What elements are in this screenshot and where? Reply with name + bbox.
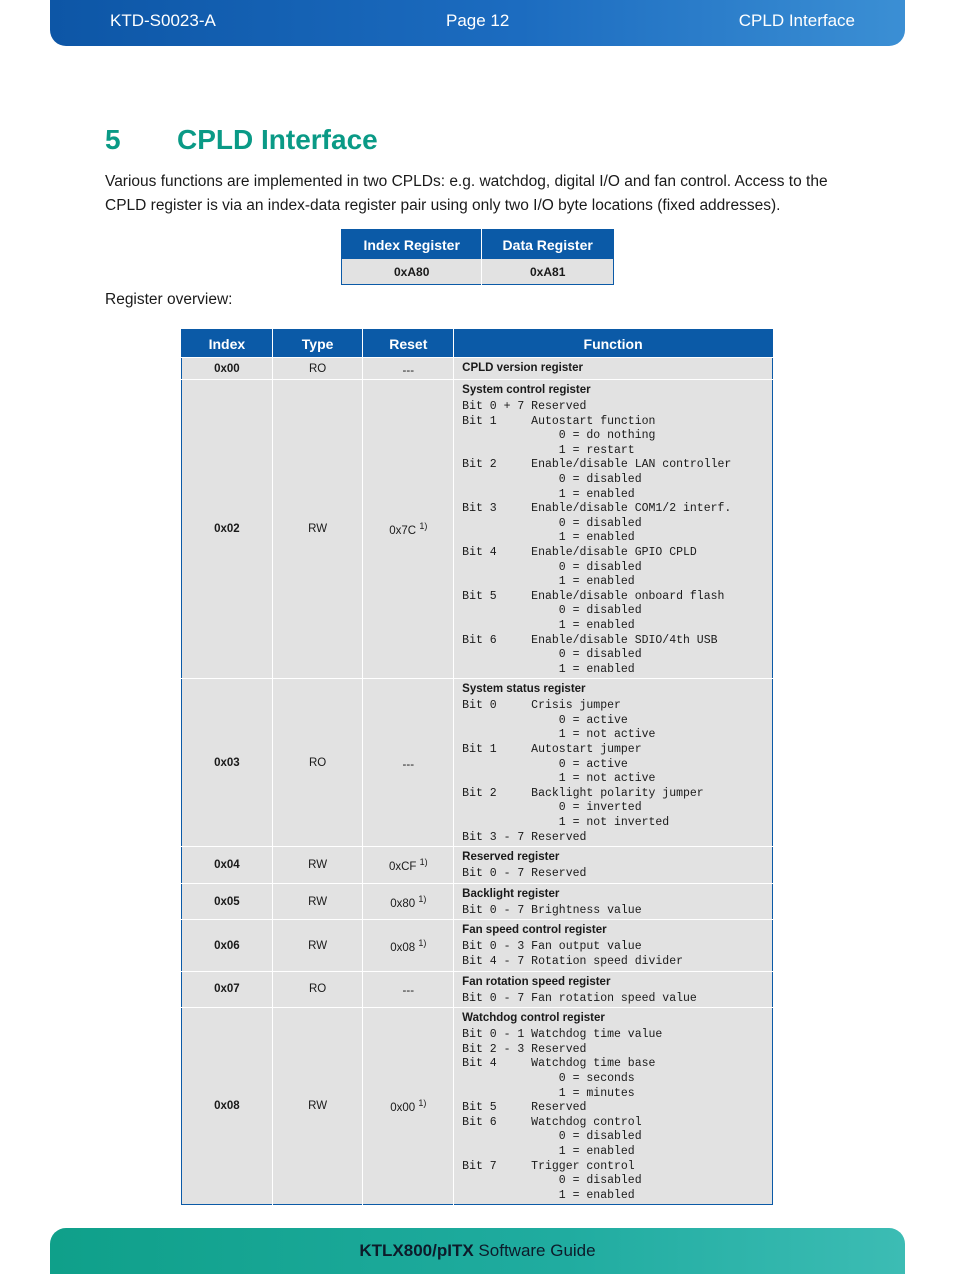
register-function (454, 847, 773, 884)
doc-id: KTD-S0023-A (110, 11, 216, 30)
reset-value: 0x08 (390, 941, 416, 954)
register-header-row (182, 330, 773, 358)
io-address-table (341, 229, 614, 285)
reset-value: 0x7C (389, 525, 417, 538)
col-index-header: Index (182, 330, 273, 358)
overview-label: Register overview: (105, 291, 233, 308)
page-number: Page 12 (446, 11, 510, 30)
register-reset (363, 847, 454, 884)
register-reset (363, 971, 454, 1008)
register-function-title: System control register (462, 384, 591, 396)
reset-footnote: 1) (418, 937, 427, 948)
register-reset (363, 1008, 454, 1205)
register-bit-description: Bit 0 - 7 Fan rotation speed value (462, 991, 697, 1005)
section-title (105, 124, 378, 156)
register-function-title: Reserved register (462, 851, 560, 864)
register-index: 0x04 (182, 847, 273, 884)
section-number: 5 (105, 124, 121, 155)
col-reset-header: Reset (363, 330, 454, 358)
register-reset (363, 920, 454, 971)
register-index: 0x05 (182, 883, 273, 920)
register-function (454, 971, 773, 1008)
register-bit-description: Bit 0 + 7 Reserved Bit 1 Autostart function 0 = do nothing 1 = restart Bit 2 Enable/disable LAN controller 0 = disabled 1 = enabled Bit 3 Enable/disable COM1/2 interf. 0 = disabled 1 = enabled Bit 4 Enable/disable GPIO CPLD 0 = disabled 1 = enabled Bit 5 Enable/disable onboard flash 0 = disabled 1 = enabled Bit 6 Enable/disable SDIO/4th USB 0 = disabled 1 = enabled (462, 400, 732, 676)
register-function-title: Backlight register (462, 887, 560, 900)
section-title-text: CPLD Interface (177, 124, 378, 155)
col-function-header: Function (454, 330, 773, 358)
register-function-title: Fan rotation speed register (462, 975, 611, 988)
footer-guide: Software Guide (478, 1241, 596, 1260)
register-reset (363, 380, 454, 679)
reset-value: --- (402, 758, 415, 771)
register-bit-description: Bit 0 - 1 Watchdog time value Bit 2 - 3 Reserved Bit 4 Watchdog time base 0 = seconds 1 = minutes Bit 5 Reserved Bit 6 Watchdog control 0 = disabled 1 = enabled Bit 7 Trigger control 0 = disabled 1 = enabled (462, 1028, 663, 1202)
register-type: RW (272, 883, 363, 920)
register-row (182, 920, 773, 971)
register-function (454, 380, 773, 679)
intro-paragraph: Various functions are implemented in two CPLDs: e.g. watchdog, digital I/O and fan control. Access to the CPLD register is via an index-data register pair using only two I/O byte locations (fixed addresses). (105, 173, 828, 214)
reset-value: 0x80 (390, 897, 416, 910)
io-value-data: 0xA81 (482, 259, 614, 285)
register-type: RO (272, 971, 363, 1008)
reset-value: --- (402, 364, 415, 377)
register-function-title: Watchdog control register (462, 1012, 605, 1025)
io-table-row (342, 259, 614, 285)
register-bit-description: Bit 0 Crisis jumper 0 = active 1 = not active Bit 1 Autostart jumper 0 = active 1 = not active Bit 2 Backlight polarity jumper 0 = inverted 1 = not inverted Bit 3 - 7 Reserved (462, 699, 704, 844)
register-type: RO (272, 679, 363, 847)
register-function (454, 358, 773, 380)
io-header-index: Index Register (342, 230, 482, 260)
col-type-header: Type (272, 330, 363, 358)
register-reset (363, 679, 454, 847)
register-row (182, 1008, 773, 1205)
register-index: 0x06 (182, 920, 273, 971)
register-reset (363, 883, 454, 920)
register-reset (363, 358, 454, 380)
register-type: RW (272, 1008, 363, 1205)
register-index: 0x07 (182, 971, 273, 1008)
register-type: RW (272, 380, 363, 679)
register-row (182, 380, 773, 679)
register-row (182, 847, 773, 884)
register-row (182, 971, 773, 1008)
reset-footnote: 1) (418, 1098, 427, 1109)
reset-footnote: 1) (419, 857, 428, 868)
register-function (454, 1008, 773, 1205)
register-function-title: System status register (462, 683, 586, 696)
register-function-title: CPLD version register (462, 362, 583, 374)
register-bit-description: Bit 0 - 7 Brightness value (462, 903, 642, 917)
register-row (182, 679, 773, 847)
register-index: 0x08 (182, 1008, 273, 1205)
register-function (454, 679, 773, 847)
reset-value: --- (402, 985, 415, 998)
io-header-data: Data Register (482, 230, 614, 260)
register-index: 0x03 (182, 679, 273, 847)
io-table-header-row (342, 230, 614, 260)
register-function-title: Fan speed control register (462, 924, 607, 937)
footer-title (50, 1241, 905, 1261)
register-function (454, 920, 773, 971)
reset-value: 0x00 (390, 1102, 416, 1115)
page-footer (50, 1228, 905, 1274)
register-type: RW (272, 920, 363, 971)
register-row (182, 883, 773, 920)
register-index: 0x02 (182, 380, 273, 679)
register-bit-description: Bit 0 - 3 Fan output value Bit 4 - 7 Rotation speed divider (462, 940, 684, 968)
reset-footnote: 1) (419, 521, 428, 532)
footer-product: KTLX800/pITX (359, 1241, 474, 1260)
register-bit-description: Bit 0 - 7 Reserved (462, 867, 587, 881)
register-table (181, 329, 773, 1205)
io-value-index: 0xA80 (342, 259, 482, 285)
page-header (50, 0, 905, 46)
section-name: CPLD Interface (738, 11, 855, 30)
register-type: RW (272, 847, 363, 884)
reset-value: 0xCF (388, 860, 417, 873)
register-function (454, 883, 773, 920)
reset-footnote: 1) (418, 893, 427, 904)
register-row (182, 358, 773, 380)
register-index: 0x00 (182, 358, 273, 380)
register-type: RO (272, 358, 363, 380)
